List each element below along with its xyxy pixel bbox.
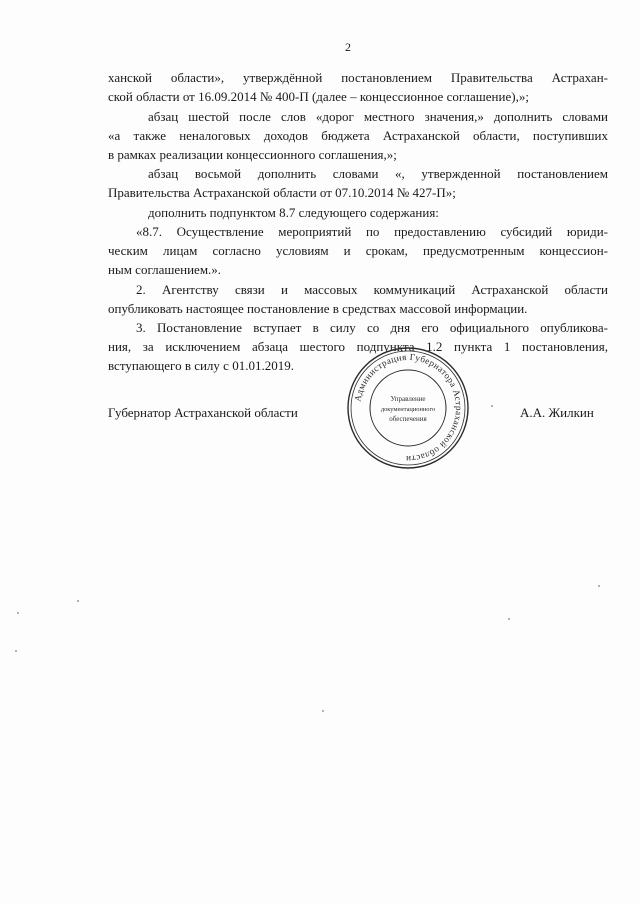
page-number: 2	[345, 40, 351, 54]
text-line: ской области от 16.09.2014 № 400-П (далее – концессионное соглашение),»;	[108, 89, 529, 104]
official-stamp	[346, 346, 470, 470]
text-line: опубликовать настоящее постановление в средствах массовой информации.	[108, 301, 528, 316]
stamp-ring-text: Администрация Губернатора Астраханской области	[352, 351, 465, 465]
text-line: в рамках реализации концессионного соглашения,»;	[108, 147, 397, 162]
text-line: 2. Агентству связи и массовых коммуникаций Астраханской области	[136, 282, 608, 297]
signatory-position: Губернатор Астраханской области	[108, 405, 298, 420]
text-line: 3. Постановление вступает в силу со дня его официального опубликова-	[136, 320, 608, 335]
text-line: абзац восьмой дополнить словами «, утвержденной постановлением	[148, 166, 608, 181]
text-line: «8.7. Осуществление мероприятий по предоставлению субсидий юриди-	[136, 224, 608, 239]
scan-speck	[491, 405, 493, 407]
text-line: ческим лицам согласно условиям и срокам, предусмотренным концессион-	[108, 243, 608, 258]
text-line: ния, за исключением абзаца шестого подпункта 1.2 пункта 1 постановления,	[108, 339, 608, 354]
signatory-name: А.А. Жилкин	[520, 405, 594, 420]
text-line: абзац шестой после слов «дорог местного значения,» дополнить словами	[148, 109, 608, 124]
text-line: ханской области», утверждённой постановлением Правительства Астрахан-	[108, 70, 608, 85]
text-line: ным соглашением.».	[108, 262, 222, 277]
scan-speck	[77, 600, 79, 602]
scan-speck	[17, 612, 19, 614]
scan-speck	[15, 650, 17, 652]
text-line: «а также неналоговых доходов бюджета Астраханской области, поступивших	[108, 128, 608, 143]
stamp-center-line-1: Управление	[390, 395, 426, 403]
text-line: Правительства Астраханской области от 07.10.2014 № 427-П»;	[108, 185, 456, 200]
stamp-center-line-2: документационного	[380, 406, 436, 413]
text-line: дополнить подпунктом 8.7 следующего содержания:	[148, 205, 439, 220]
stamp-center-line-3: обеспечения	[389, 415, 427, 423]
text-line: вступающего в силу с 01.01.2019.	[108, 358, 294, 373]
scan-speck	[598, 585, 600, 587]
scan-speck	[322, 710, 324, 712]
scan-speck	[508, 618, 510, 620]
